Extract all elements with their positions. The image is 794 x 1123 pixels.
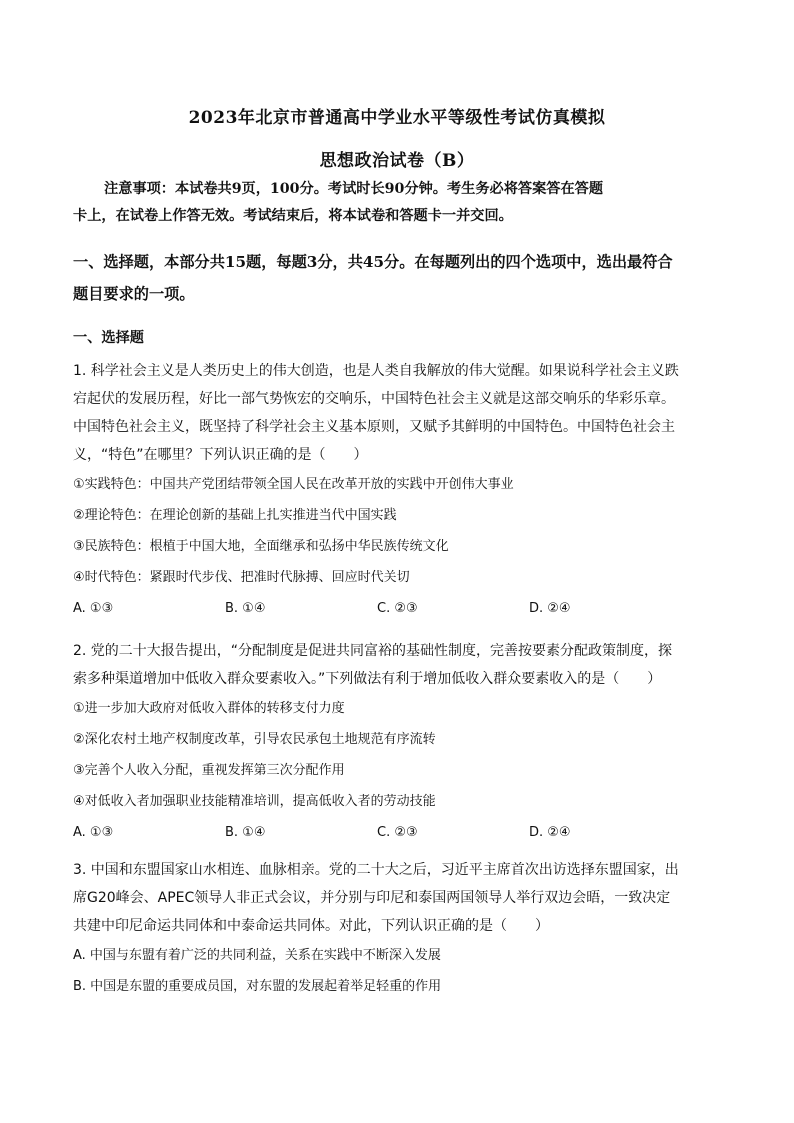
exam-subtitle: 思想政治试卷（B） [319, 151, 475, 171]
question-stem: 2. 党的二十大报告提出，“分配制度是促进共同富裕的基础性制度，完善按要素分配政策制度，探索多种渠道增加中低收入群众要素收入。”下列做法有利于增加低收入群众要素收入的是（ ） [73, 643, 673, 687]
exam-title: 2023年北京市普通高中学业水平等级性考试仿真模拟 [188, 108, 606, 128]
statement-item: ④时代特色：紧跟时代步伐、把准时代脉搏、回应时代关切 [73, 570, 410, 585]
choice-b: B. 中国是东盟的重要成员国，对东盟的发展起着举足轻重的作用 [73, 979, 442, 994]
question-stem: 3. 中国和东盟国家山水相连、血脉相亲。党的二十大之后，习近平主席首次出访选择东盟国家，出席G20峰会、APEC领导人非正式会议，并分别与印尼和泰国两国领导人举行双边会晤，一致决定共建中印尼命运共同体和中泰命运共同体。对此，下列认识正确的是（ ） [73, 862, 679, 934]
statement-item: ②理论特色：在理论创新的基础上扎实推进当代中国实践 [73, 508, 397, 523]
exam-notice [73, 176, 674, 230]
statement-item: ③完善个人收入分配，重视发挥第三次分配作用 [73, 763, 345, 778]
section-heading: 一、选择题 [73, 330, 144, 346]
question-2 [73, 637, 681, 848]
question-stem: 1. 科学社会主义是人类历史上的伟大创造，也是人类自我解放的伟大觉醒。如果说科学社会主义跌宕起伏的发展历程，好比一部气势恢宏的交响乐，中国特色社会主义就是这部交响乐的华彩乐章。中国特色社会主义，既坚持了科学社会主义基本原则，又赋予其鲜明的中国特色。中国特色社会主义，“特色”在哪里？下列认识正确的是（ ） [73, 363, 679, 463]
notice-line-2: 卡上，在试卷上作答无效。考试结束后，将本试卷和答题卡一并交回。 [73, 208, 513, 224]
choice-a: A. ①③ [73, 825, 114, 840]
choice-d: D. ②④ [529, 601, 571, 616]
choice-a: A. ①③ [73, 601, 114, 616]
choice-d: D. ②④ [529, 825, 571, 840]
section-instructions: 一、选择题，本部分共15题，每题3分，共45分。在每题列出的四个选项中，选出最符合题目要求的一项。 [73, 253, 673, 303]
choice-b: B. ①④ [225, 601, 266, 616]
statement-item: ①实践特色：中国共产党团结带领全国人民在改革开放的实践中开创伟大事业 [73, 477, 514, 492]
statement-item: ③民族特色：根植于中国大地，全面继承和弘扬中华民族传统文化 [73, 539, 449, 554]
statement-item: ②深化农村土地产权制度改革，引导农民承包土地规范有序流转 [73, 732, 436, 747]
notice-line-1: 注意事项：本试卷共9页，100分。考试时长90分钟。考生务必将答案答在答题 [104, 181, 604, 197]
question-1 [73, 357, 681, 624]
question-3 [73, 856, 681, 1002]
choice-c: C. ②③ [377, 601, 418, 616]
choice-b: B. ①④ [225, 825, 266, 840]
answer-choices [73, 817, 681, 848]
choice-a: A. 中国与东盟有着广泛的共同利益，关系在实践中不断深入发展 [73, 948, 441, 963]
answer-choices [73, 593, 681, 624]
statement-item: ①进一步加大政府对低收入群体的转移支付力度 [73, 701, 345, 716]
choice-c: C. ②③ [377, 825, 418, 840]
statement-item: ④对低收入者加强职业技能精准培训，提高低收入者的劳动技能 [73, 794, 436, 809]
